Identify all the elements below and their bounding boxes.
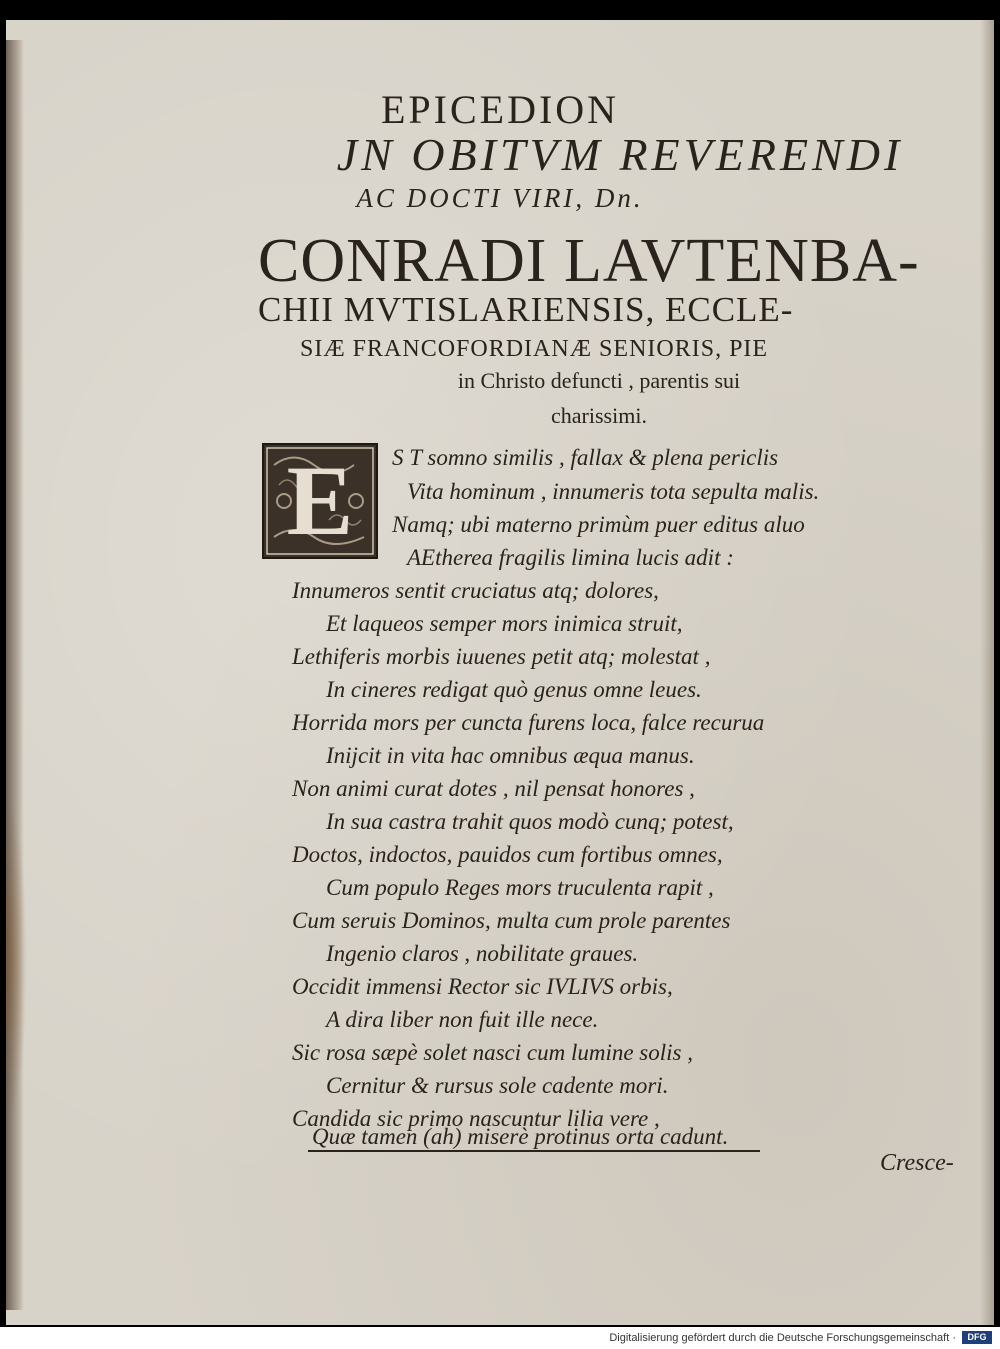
title-name-line4: in Christo defuncti , parentis sui: [457, 368, 741, 393]
title-name-line2: CHII MVTISLARIENSIS, ECCLE-: [258, 290, 794, 329]
verse-line: Cernitur & rursus sole cadente mori.: [326, 1073, 669, 1098]
verse-line: Sic rosa sæpè solet nasci cum lumine solis ,: [292, 1040, 693, 1065]
verse-line: Non animi curat dotes , nil pensat honores ,: [292, 776, 695, 801]
title-ac-docti: AC DOCTI VIRI, Dn.: [356, 183, 644, 213]
verse-line: Lethiferis morbis iuuenes petit atq; molestat ,: [292, 644, 711, 669]
title-in-obitum: JN OBITVM REVERENDI: [336, 129, 904, 180]
initial-letter: E: [286, 445, 354, 556]
title-name-line1: CONRADI LAVTENBA-: [258, 227, 920, 295]
ink-underline: [308, 1150, 760, 1152]
verse-line: In sua castra trahit quos modò cunq; potest,: [326, 809, 734, 834]
verse-line: Vita hominum , innumeris tota sepulta malis.: [407, 479, 820, 504]
verse-line: AEtherea fragilis limina lucis adit :: [407, 545, 734, 570]
verse-line: Innumeros sentit cruciatus atq; dolores,: [292, 578, 659, 603]
stain-mark: [6, 800, 28, 1120]
verse-line: Ingenio claros , nobilitate graues.: [326, 941, 639, 966]
verse-line: Cum seruis Dominos, multa cum prole parentes: [292, 908, 731, 933]
verse-line: A dira liber non fuit ille nece.: [326, 1007, 599, 1032]
verse-line: Inijcit in vita hac omnibus æqua manus.: [326, 743, 695, 768]
verse-line: Cum populo Reges mors truculenta rapit ,: [326, 875, 714, 900]
verse-line: Horrida mors per cuncta furens loca, falce recurua: [292, 710, 765, 735]
verse-line: S T somno similis , fallax & plena periclis: [392, 445, 779, 470]
title-name-line3: SIÆ FRANCOFORDIANÆ SENIORIS, PIE: [300, 336, 769, 362]
verse-line: Namq; ubi materno primùm puer editus aluo: [392, 512, 805, 537]
title-name-line5: charissimi.: [551, 403, 647, 428]
verse-line: Occidit immensi Rector sic IVLIVS orbis,: [292, 974, 673, 999]
verse-line: Doctos, indoctos, pauidos cum fortibus omnes,: [292, 842, 723, 867]
verse-line: In cineres redigat quò genus omne leues.: [326, 677, 702, 702]
dfg-logo-icon: DFG: [962, 1331, 992, 1344]
footer-credit: Digitalisierung gefördert durch die Deutsche Forschungsgemeinschaft ·: [609, 1332, 956, 1344]
footer-bar: [0, 1327, 1000, 1349]
catchword: Cresce-: [880, 1150, 954, 1176]
title-epicedion: EPICEDION: [380, 87, 620, 132]
page-edge: [980, 20, 994, 1325]
verse-line: Et laqueos semper mors inimica struit,: [326, 611, 683, 636]
verse-line: Quæ tamen (ah) miserè protinus orta cadunt.: [312, 1124, 729, 1149]
decorated-initial: [262, 443, 378, 559]
verse-line: Candida sic primo nascuntur lilia vere ,: [292, 1106, 660, 1131]
